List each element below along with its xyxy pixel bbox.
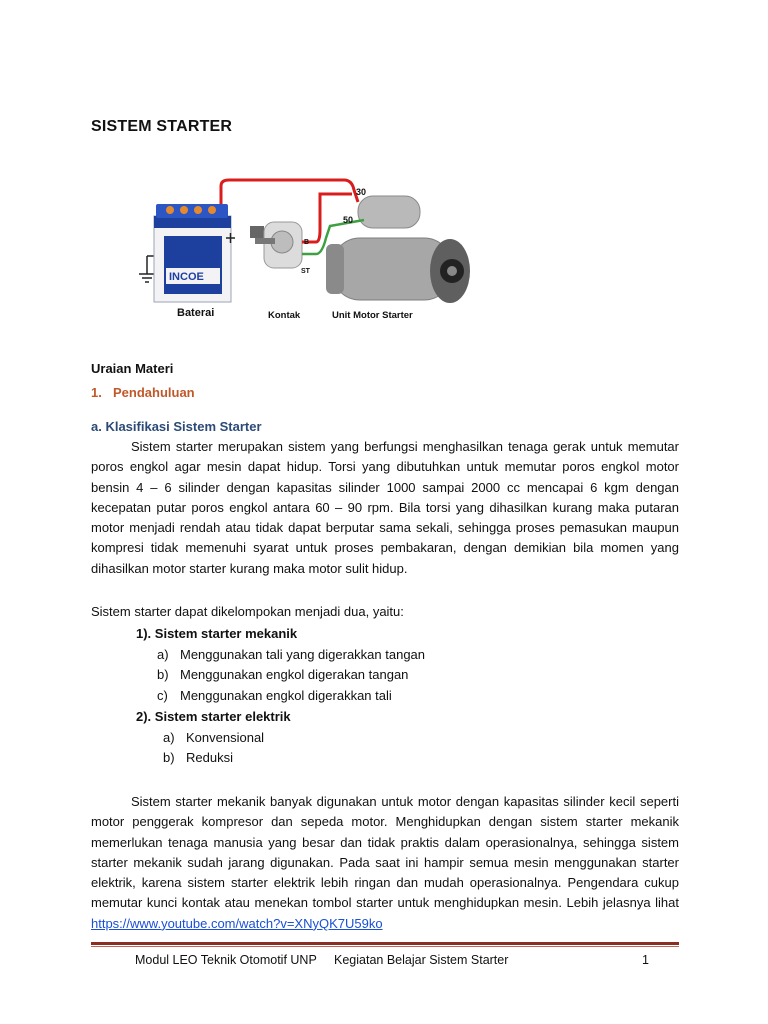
terminal-30-label: 30 xyxy=(356,187,367,197)
subsection-title: Pendahuluan xyxy=(113,385,195,400)
battery-illustration xyxy=(154,204,235,302)
paragraph-grouping: Sistem starter dapat dikelompokan menjadi dua, yaitu: xyxy=(91,604,404,619)
list-marker: b) xyxy=(163,750,175,765)
footer-module-name: Modul LEO Teknik Otomotif UNP xyxy=(135,953,317,967)
list-item xyxy=(157,645,425,665)
battery-label: Baterai xyxy=(177,307,215,319)
list-marker: b) xyxy=(157,667,169,682)
list-marker: a) xyxy=(163,730,175,745)
ground-icon xyxy=(139,256,155,282)
group-electric-title: 2). Sistem starter elektrik xyxy=(136,709,291,724)
paragraph-intro: Sistem starter merupakan sistem yang berfungsi menghasilkan tenaga gerak untuk memutar poros engkol agar mesin dapat hidup. Torsi yang dibutuhkan untuk memutar poros engkol motor bensin 4 – 6 silinder dengan kapasitas silinder 1000 sampai 2000 cc mencapai 6 kgm dengan kecepatan putar poros engkol antara 60 – 90 rpm. Bila torsi yang dihasilkan kurang maka putaran motor menjadi rendah atau tidak dapat berputar sama sekali, sehingga proses pemasukan maupun kompresi tidak memenuhi syarat untuk proses pembakaran, dengan demikian bila momen yang dihasilkan motor starter kurang maka motor sulit hidup. xyxy=(91,439,679,576)
motor-label: Unit Motor Starter xyxy=(332,310,413,321)
starter-system-figure xyxy=(120,176,510,336)
ignition-switch-illustration xyxy=(250,222,302,268)
footer-divider-thin xyxy=(91,946,679,947)
subsubsection-heading: a. Klasifikasi Sistem Starter xyxy=(91,419,262,434)
battery-brand: INCOE xyxy=(169,271,204,283)
terminal-st-label: ST xyxy=(301,268,310,275)
list-item-text: Menggunakan engkol digerakan tangan xyxy=(180,667,409,682)
footer-divider xyxy=(91,942,679,945)
list-item xyxy=(157,665,408,685)
paragraph-text: Sistem starter mekanik banyak digunakan untuk motor dengan kapasitas silinder kecil seperti motor penggerak kompresor dan sepeda motor. Menghidupkan dengan sistem starter mekanik memerlukan tenaga manusia yang besar dan tidak praktis dalam operasionalnya, sehingga sistem starter mekanik sudah jarang digunakan. Pada saat ini hampir semua mesin menggunakan starter elektrik, karena sistem starter elektrik lebih ringan dan mudah operasionalnya. Pengendara cukup memutar kunci kontak atau menekan tombol starter untuk menghidupkan mesin. Lebih jelasnya lihat xyxy=(91,794,679,911)
page-number: 1 xyxy=(642,953,649,967)
list-item-text: Menggunakan tali yang digerakkan tangan xyxy=(180,647,426,662)
list-item xyxy=(163,728,264,748)
subsection-number: 1. xyxy=(91,385,102,400)
list-marker: c) xyxy=(157,688,168,703)
switch-label: Kontak xyxy=(268,310,301,321)
list-item-text: Menggunakan engkol digerakkan tali xyxy=(180,688,392,703)
youtube-link[interactable]: https://www.youtube.com/watch?v=XNyQK7U59ko xyxy=(91,915,383,931)
list-item xyxy=(157,686,392,706)
list-item-text: Reduksi xyxy=(186,750,233,765)
group-mechanical-title: 1). Sistem starter mekanik xyxy=(136,626,298,641)
subsection-heading xyxy=(91,385,195,400)
document-title: SISTEM STARTER xyxy=(91,118,233,135)
list-item xyxy=(163,748,233,768)
section-heading: Uraian Materi xyxy=(91,361,174,376)
footer-chapter-title: Kegiatan Belajar Sistem Starter xyxy=(334,953,509,967)
terminal-b-label: B xyxy=(304,239,310,246)
starter-motor-illustration xyxy=(326,196,470,303)
positive-wire xyxy=(221,180,358,204)
list-marker: a) xyxy=(157,647,169,662)
list-item-text: Konvensional xyxy=(186,730,265,745)
paragraph-mechanical-vs-electric xyxy=(91,792,679,934)
terminal-50-label: 50 xyxy=(343,215,354,225)
